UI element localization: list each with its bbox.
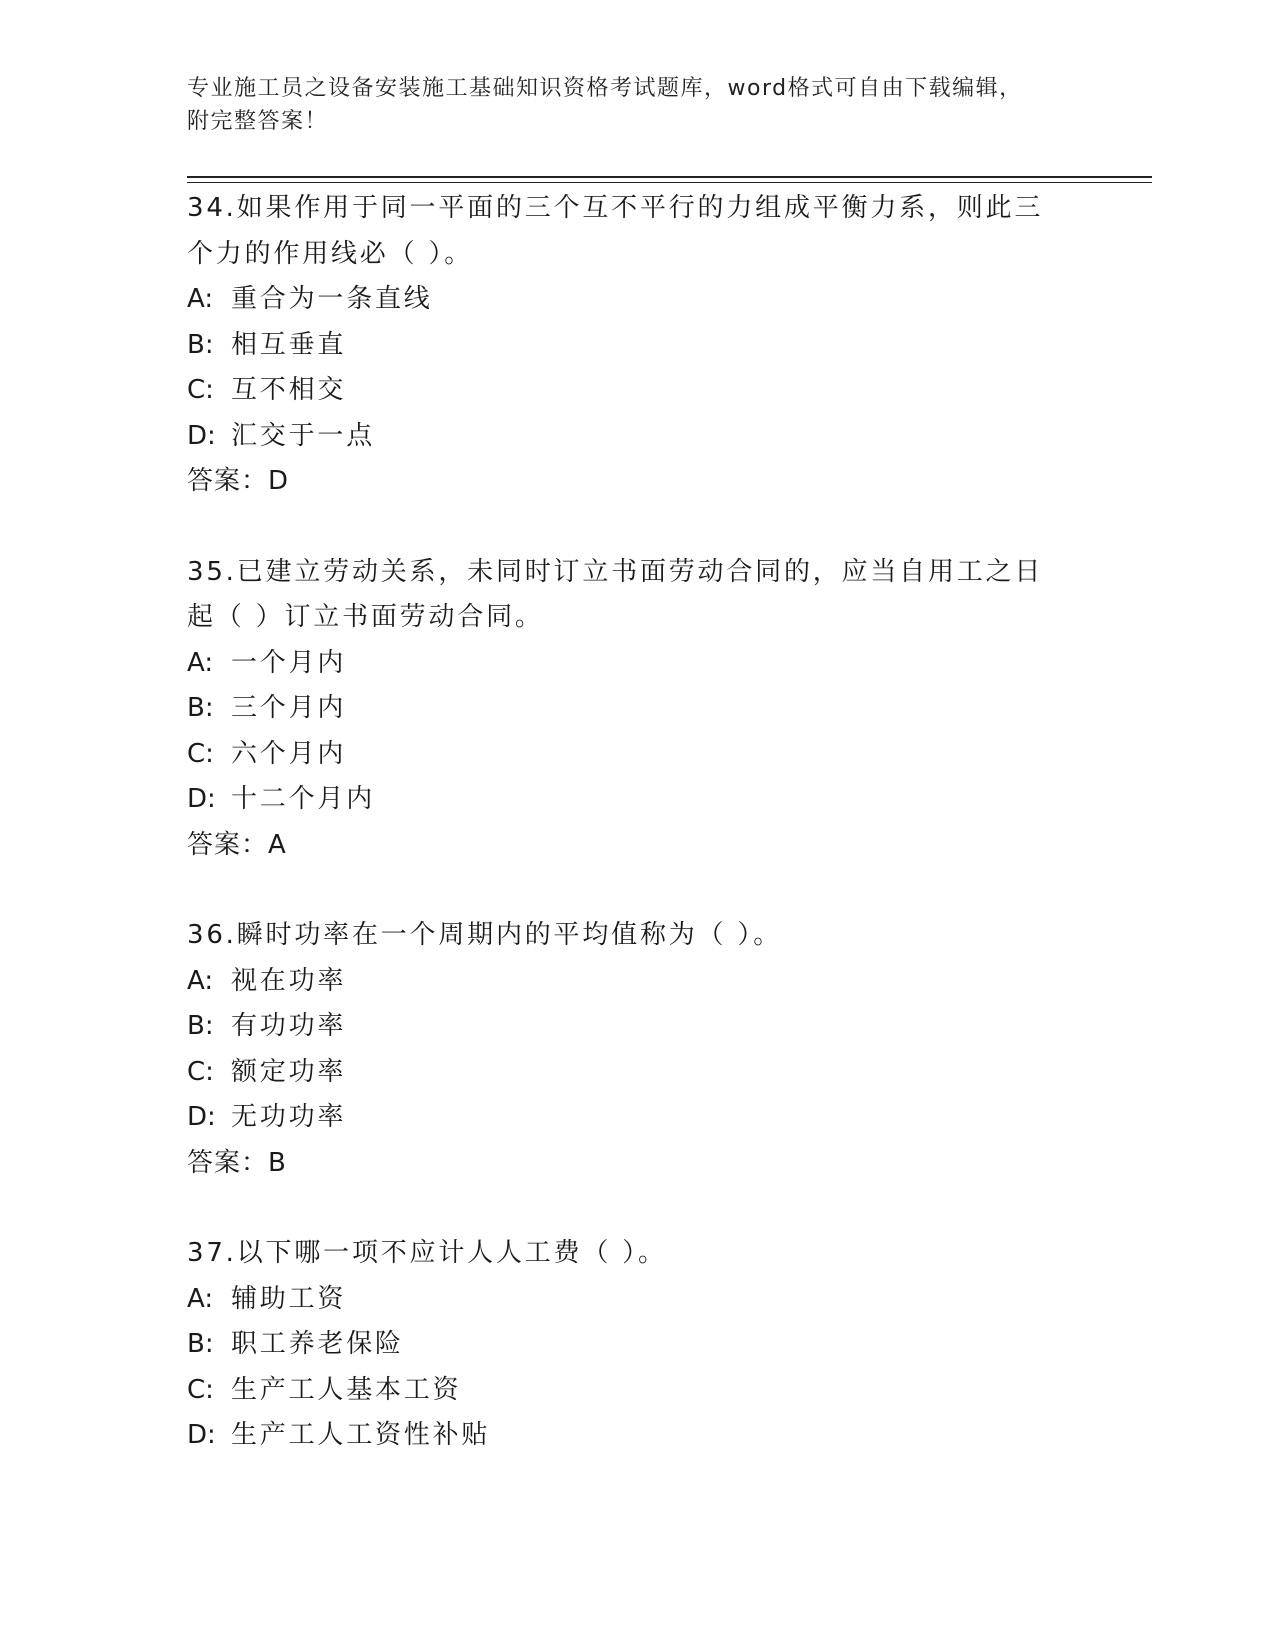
option-c [187, 732, 1087, 778]
option-text: 视在功率 [231, 965, 347, 996]
question-stem: 36.瞬时功率在一个周期内的平均值称为（ ）。 [187, 920, 783, 950]
option-d [187, 1413, 1087, 1459]
option-text: 无功功率 [231, 1102, 347, 1132]
option-letter: D: [187, 1420, 216, 1450]
option-text: 有功功率 [231, 1011, 347, 1041]
header-divider-thick [187, 176, 1152, 178]
option-c [187, 368, 1087, 414]
option-d [187, 1095, 1087, 1141]
option-b [187, 323, 1087, 369]
option-b [187, 686, 1087, 732]
option-letter: C: [187, 738, 214, 769]
option-d [187, 777, 1087, 823]
option-letter: C: [187, 375, 214, 405]
question-stem: 34.如果作用于同一平面的三个互不平行的力组成平衡力系，则此三个力的作用线必（ ）。 [187, 193, 1044, 269]
option-text: 六个月内 [231, 738, 347, 769]
option-letter: A: [187, 284, 214, 314]
option-d [187, 414, 1087, 460]
option-letter: C: [187, 1056, 214, 1087]
option-letter: D: [187, 1102, 216, 1132]
option-b [187, 1322, 1087, 1368]
option-letter: B: [187, 329, 214, 360]
question-stem: 37.以下哪一项不应计人人工费（ ）。 [187, 1238, 667, 1268]
option-text: 辅助工资 [231, 1283, 347, 1314]
option-a [187, 1277, 1087, 1323]
option-text: 互不相交 [231, 375, 347, 405]
header-line-1: 专业施工员之设备安装施工基础知识资格考试题库，word格式可自由下载编辑， [187, 76, 1023, 101]
option-b [187, 1004, 1087, 1050]
option-letter: D: [187, 420, 216, 451]
option-text: 职工养老保险 [231, 1329, 404, 1359]
question-list [187, 186, 1087, 1504]
question-34 [187, 186, 1087, 505]
option-letter: C: [187, 1374, 214, 1405]
question-37 [187, 1231, 1087, 1459]
option-text: 额定功率 [231, 1056, 347, 1087]
option-letter: A: [187, 1283, 214, 1314]
option-letter: D: [187, 784, 216, 814]
question-stem: 35.已建立劳动关系，未同时订立书面劳动合同的，应当自用工之日起（ ）订立书面劳动合同。 [187, 556, 1044, 632]
option-text: 三个月内 [231, 693, 347, 723]
option-c [187, 1050, 1087, 1096]
option-text: 重合为一条直线 [231, 284, 433, 314]
question-35 [187, 550, 1087, 869]
document-header [187, 72, 1067, 138]
option-a [187, 277, 1087, 323]
option-letter: B: [187, 1329, 214, 1359]
option-c [187, 1368, 1087, 1414]
option-letter: A: [187, 647, 214, 678]
answer-line: 答案：B [187, 1147, 287, 1178]
option-text: 汇交于一点 [231, 420, 376, 451]
option-text: 生产工人工资性补贴 [231, 1420, 491, 1450]
option-letter: A: [187, 965, 214, 996]
header-divider-thin [187, 182, 1152, 183]
option-text: 相互垂直 [231, 329, 347, 360]
option-a [187, 641, 1087, 687]
option-text: 十二个月内 [231, 784, 376, 814]
question-36 [187, 913, 1087, 1186]
option-a [187, 959, 1087, 1005]
answer-line: 答案：A [187, 829, 287, 860]
option-letter: B: [187, 1011, 214, 1041]
answer-line: 答案：D [187, 466, 290, 496]
header-line-2: 附完整答案！ [187, 109, 329, 134]
option-text: 生产工人基本工资 [231, 1374, 462, 1405]
option-letter: B: [187, 693, 214, 723]
option-text: 一个月内 [231, 647, 347, 678]
